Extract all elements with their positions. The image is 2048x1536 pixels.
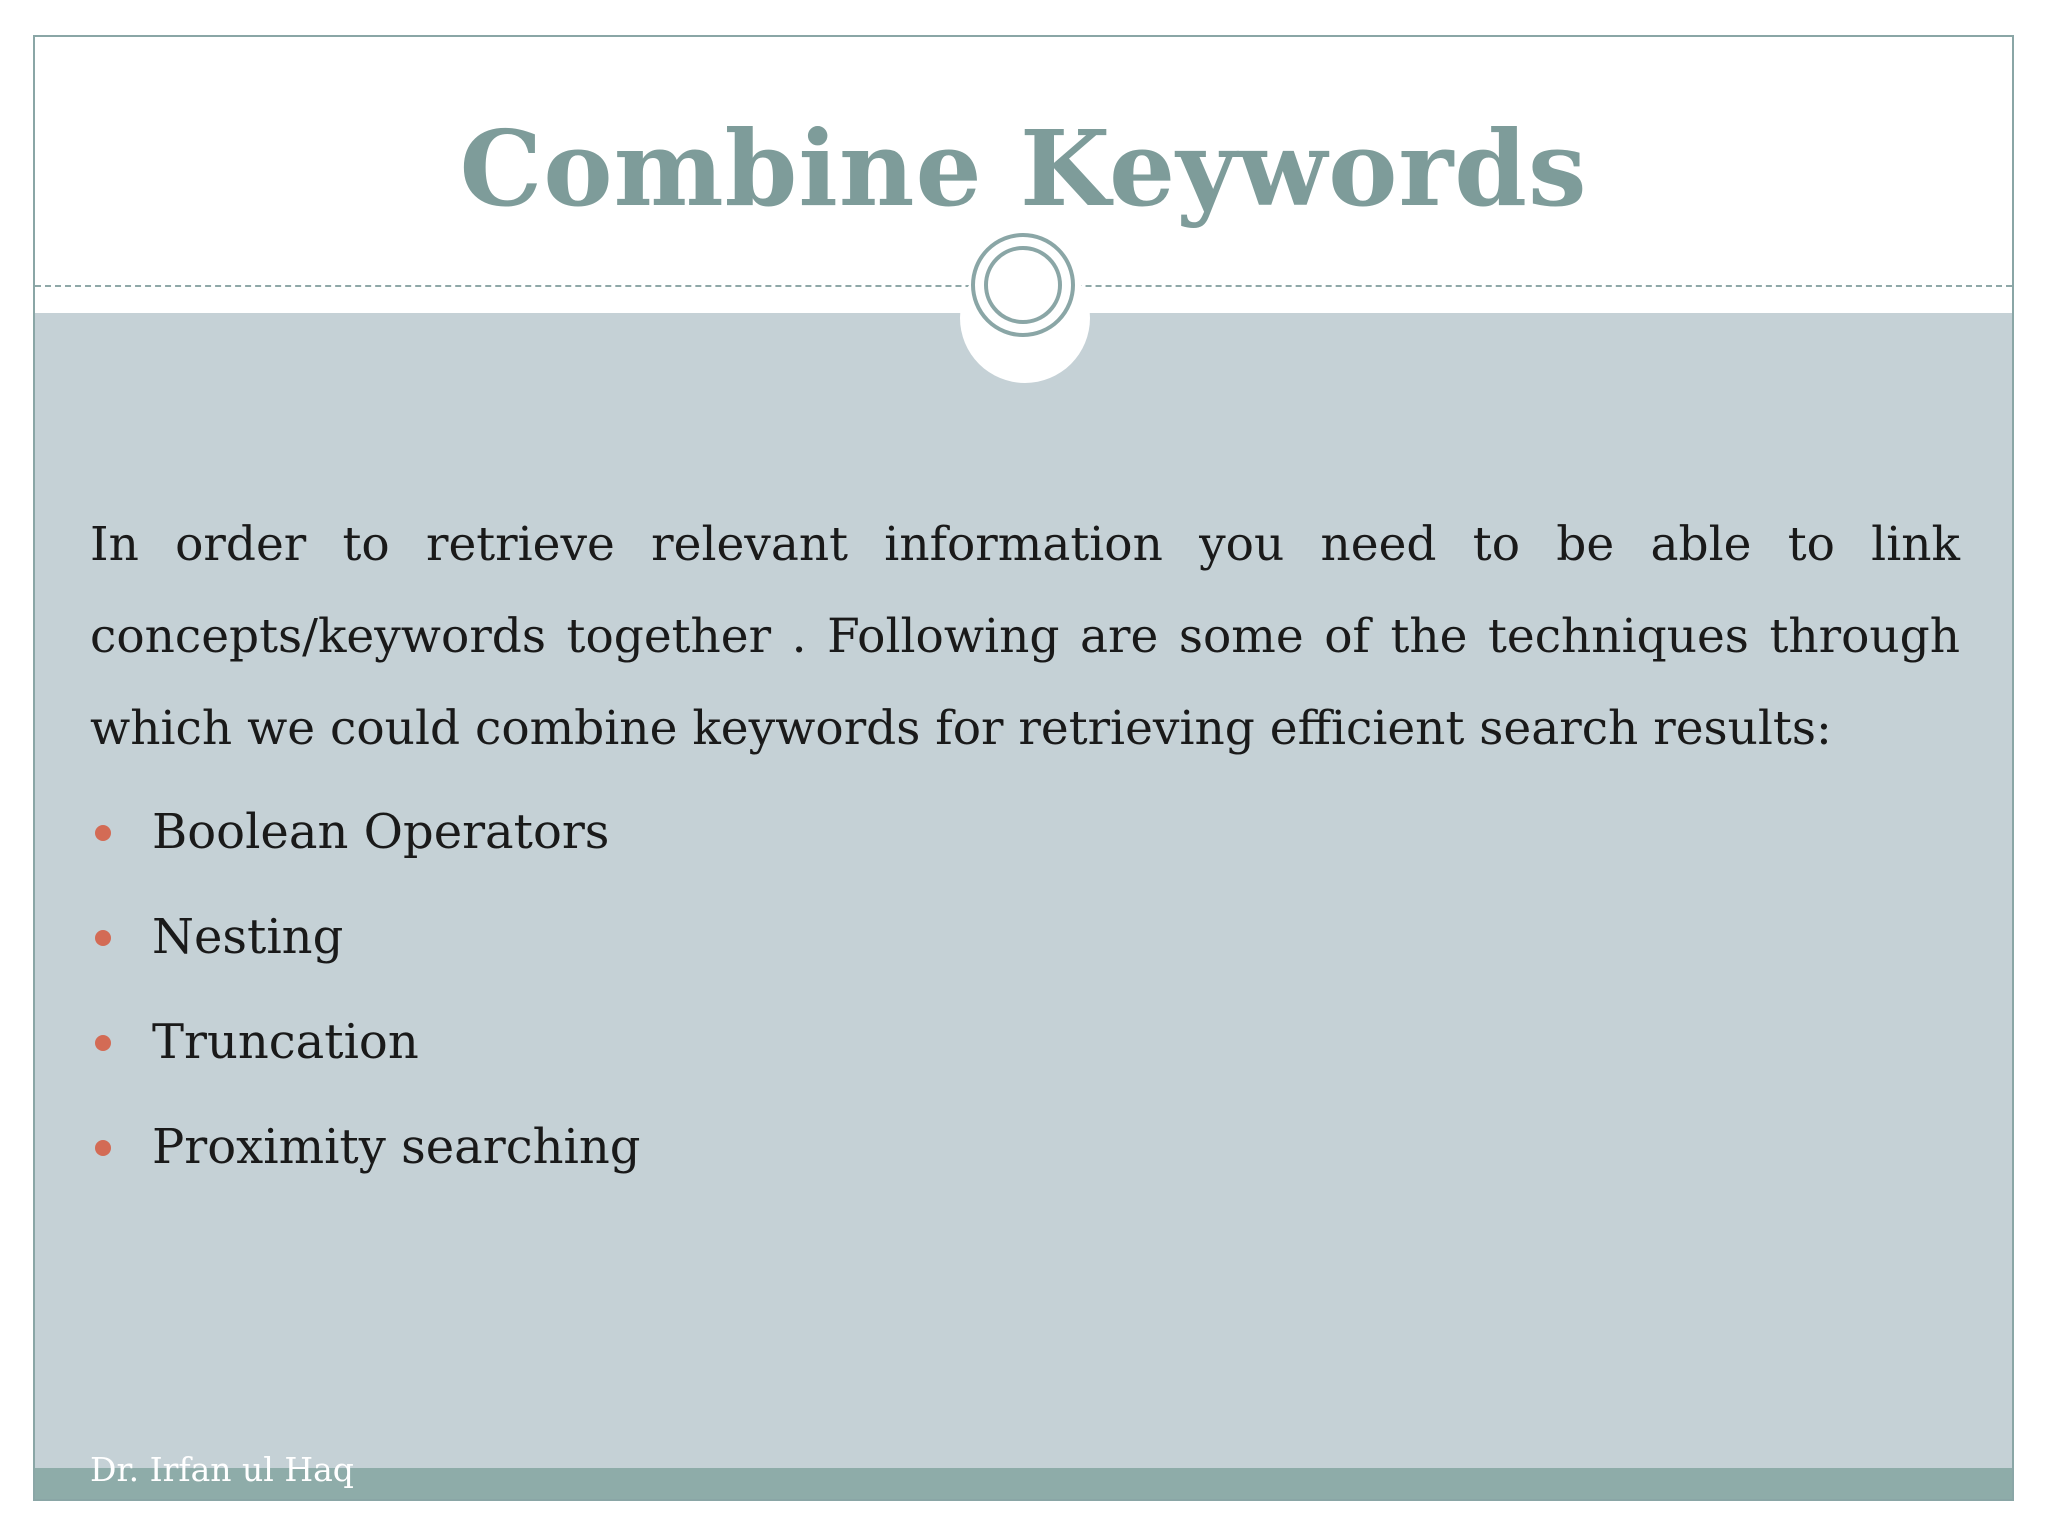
slide-title: Combine Keywords: [459, 107, 1588, 230]
footer-author: Dr. Irfan ul Haq: [90, 1450, 354, 1489]
dot-bullet-icon: [95, 825, 111, 841]
body-paragraph: In order to retrieve relevant information you need to be able to link concepts/keywords together . Following are some of the techniques through which we could combine keywords for retrieving efficient search results:: [90, 517, 1960, 756]
dot-bullet-icon: [95, 930, 111, 946]
inner-ring: [984, 246, 1062, 324]
double-ring-icon: [971, 233, 1075, 337]
list-item: [90, 885, 640, 990]
list-item-label: Proximity searching: [152, 1119, 641, 1175]
list-item: [90, 1095, 640, 1200]
list-item-label: Boolean Operators: [152, 804, 610, 860]
list-item: [90, 780, 640, 885]
list-item-label: Truncation: [152, 1014, 419, 1070]
bullet-list: [90, 780, 640, 1200]
list-item: [90, 990, 640, 1095]
dot-bullet-icon: [95, 1140, 111, 1156]
slide: [33, 35, 2014, 1501]
dot-bullet-icon: [95, 1035, 111, 1051]
list-item-label: Nesting: [152, 909, 344, 965]
